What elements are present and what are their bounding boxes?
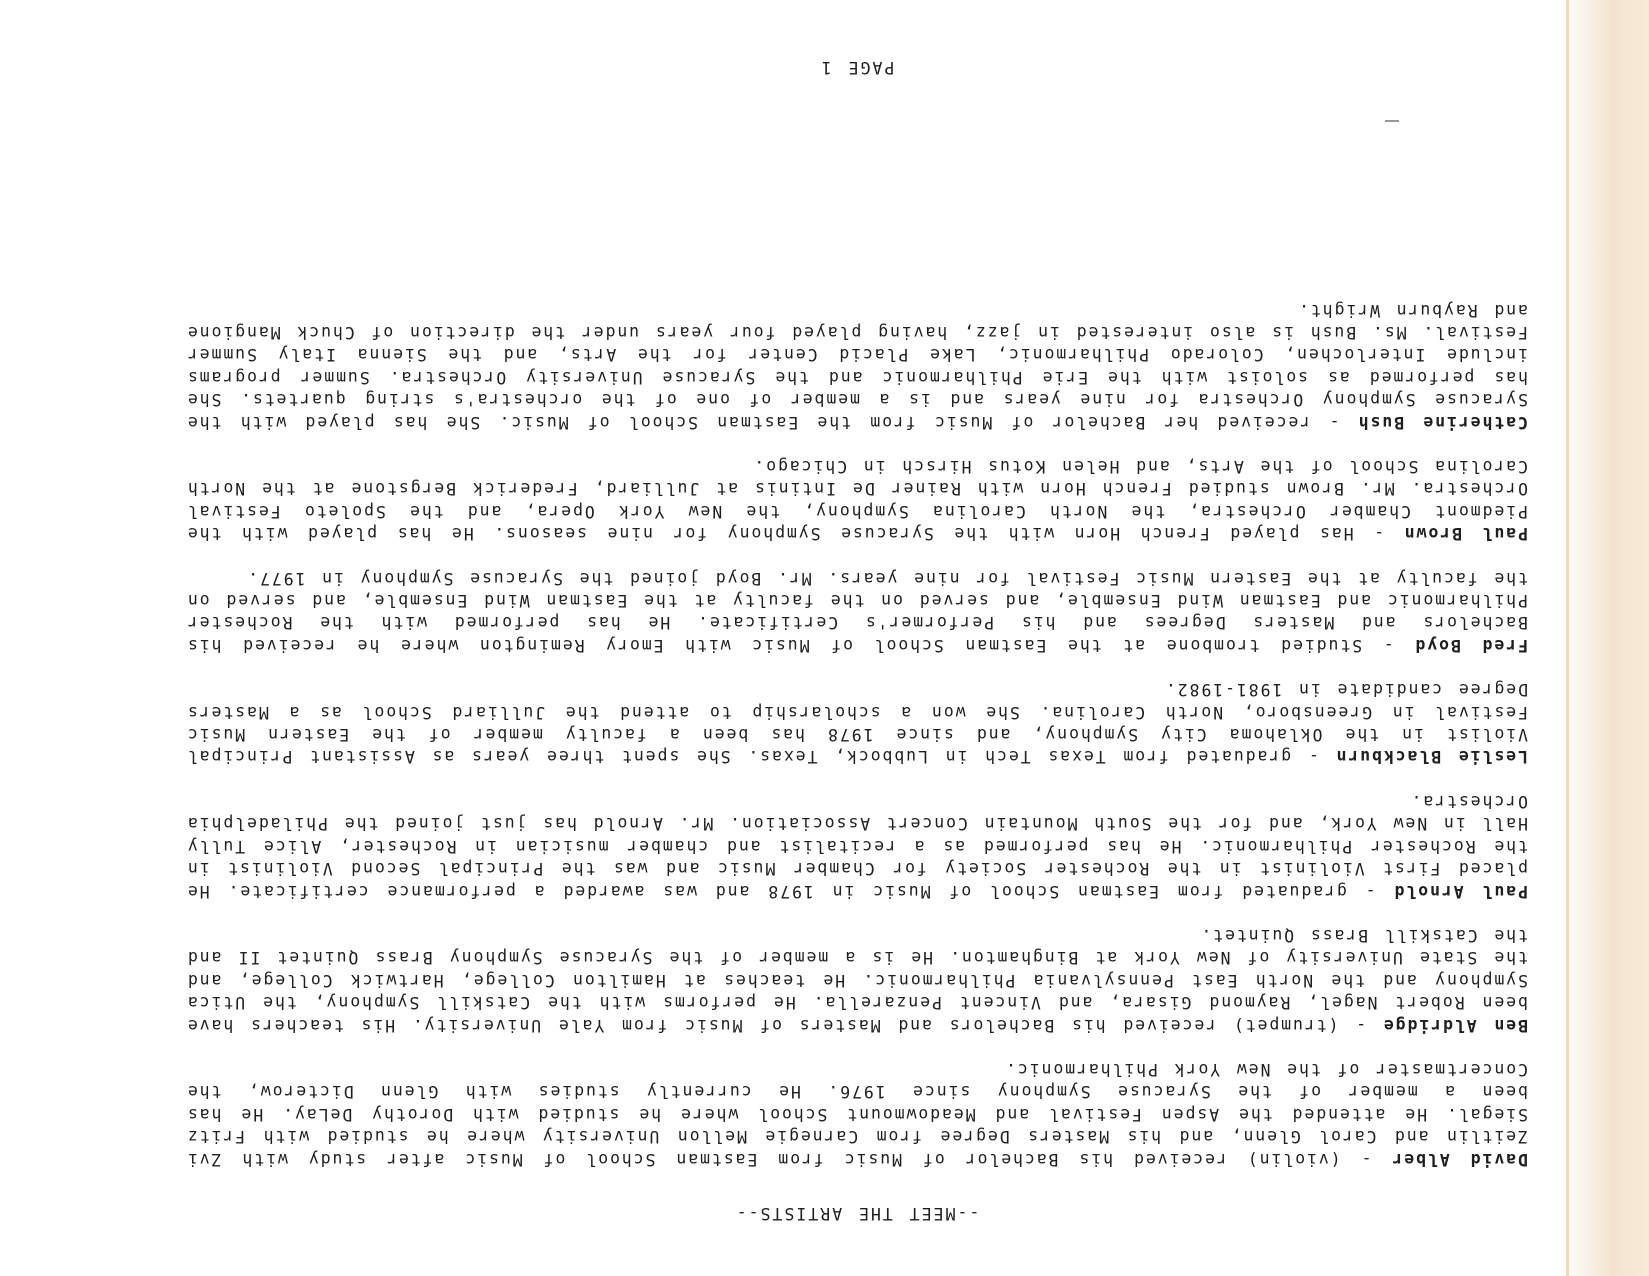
bio-leslie-blackburn (186, 678, 1528, 768)
artist-bio-text: - Has played French Horn with the Syracuse Symphony for nine seasons. He has played with the Piedmont Chamber Orchestra, the North Carolina Symphony, the New York Opera, and the Spoleto Festival Orchestra. Mr. Brown studied French Horn with Rainer De Intinis at Julliard, Frederick Bergstone at the North Carolina School of the Arts, and Helen Kotus Hirsch in Chicago. (185, 457, 1528, 544)
artist-name: Catherine Bush (1356, 412, 1528, 432)
paper-edge-line (1566, 0, 1569, 1276)
artist-name: Paul Brown (1402, 524, 1528, 544)
artist-bio-text: - graduated from Eastman School of Music in 1978 and was awarded a performance certificate. He placed First Violinist in the Rochester Society for Chamber Music and was the Principal Second Violinist in the Rochester Philharmonic. He has performed as a recitalist and chamber musician in Rochester, Alice Tully Hall in New York, and for the South Mountain Concert Association. Mr. Arnold has just joined the Philadelphia Orchestra. (186, 791, 1528, 901)
page-heading: --MEET THE ARTISTS-- (734, 1204, 980, 1223)
bio-fred-boyd (186, 566, 1528, 656)
artist-bio-text: - received her Bachelor of Music from the Eastman School of Music. She has played with the Syracuse Symphony Orchestra for nine years and is a member of one of the orchestra's string quartets. She has performed as soloist with the Erie Philharmonic and the Syracuse University Orchestra. Summer programs include Interlochen, Colorado Philharmonic, Lake Placid Center for the Arts, and the Sienna Italy Summer Festival. Ms. Bush is also interested in jazz, having played four years under the direction of Chuck Mangione and Rayburn Wright. (186, 300, 1528, 432)
page-number: PAGE 1 (819, 58, 895, 78)
artist-bio-text: - Studied trombone at the Eastman School of Music with Emory Remington where he received his Bachelors and Masters Degrees and his Performer's Certificate. He has performed with the Rochester Philharmonic and Eastman Wind Ensemble, and served on the faculty at the Eastman Wind Ensemble, and served on the faculty at the Eastern Music Festival for nine years. Mr. Boyd joined the Syracuse Symphony in 1977. (186, 568, 1528, 655)
artist-bio-text: - (trumpet) received his Bachelors and Masters of Music from Yale University. His teachers have been Robert Nagel, Raymond Gisara, and Vincent Penzarella. He performs with the Catskill Symphony, the Utica Symphony and the North East Pennsylvania Philharmonic. He teaches at Hamilton College, Hartwick College, and the State University of New York at Binghamton. He is a member of the Syracuse Symphony Brass Quintet II and the Catskill Brass Quintet. (186, 925, 1528, 1035)
artist-bio-text: - (violin) received his Bachelor of Music from Eastman School of Music after study with Zvi Zeitlin and Carol Glenn, and his Masters Degree from Carnegie Mellon University where he studied with Fritz Siegal. He attended the Aspen Festival and Meadowmount School where he studied with Dorothy DeLay. He has been a member of the Syracuse Symphony since 1976. He currently studies with Glenn Dicterow, the Concertmaster of the New York Philharmonic. (186, 1059, 1528, 1169)
artist-name: David Alber (1390, 1149, 1528, 1169)
artist-name: Fred Boyd (1413, 635, 1528, 655)
bio-ben-aldridge (186, 924, 1528, 1036)
bio-catherine-bush (186, 298, 1528, 432)
bio-paul-brown (186, 455, 1528, 545)
artist-name: Ben Aldridge (1381, 1015, 1528, 1035)
paper-edge (1557, 0, 1649, 1276)
artist-name: Leslie Blackburn (1334, 747, 1528, 767)
artist-bio-text: - graduated from Texas Tech in Lubbock, Texas. She spent three years as Assistant Principal Violist in the Oklahoma City Symphony, and since 1978 has been a faculty member of the Eastern Music Festival in Greensboro, North Carolina. She won a scholarship to attend the Julliard School as a Masters Degree candidate in 1981-1982. (186, 680, 1528, 767)
bio-paul-arnold (186, 790, 1528, 902)
artist-name: Paul Arnold (1392, 881, 1528, 901)
bio-david-alber (186, 1058, 1528, 1170)
document-body (186, 46, 1528, 1230)
